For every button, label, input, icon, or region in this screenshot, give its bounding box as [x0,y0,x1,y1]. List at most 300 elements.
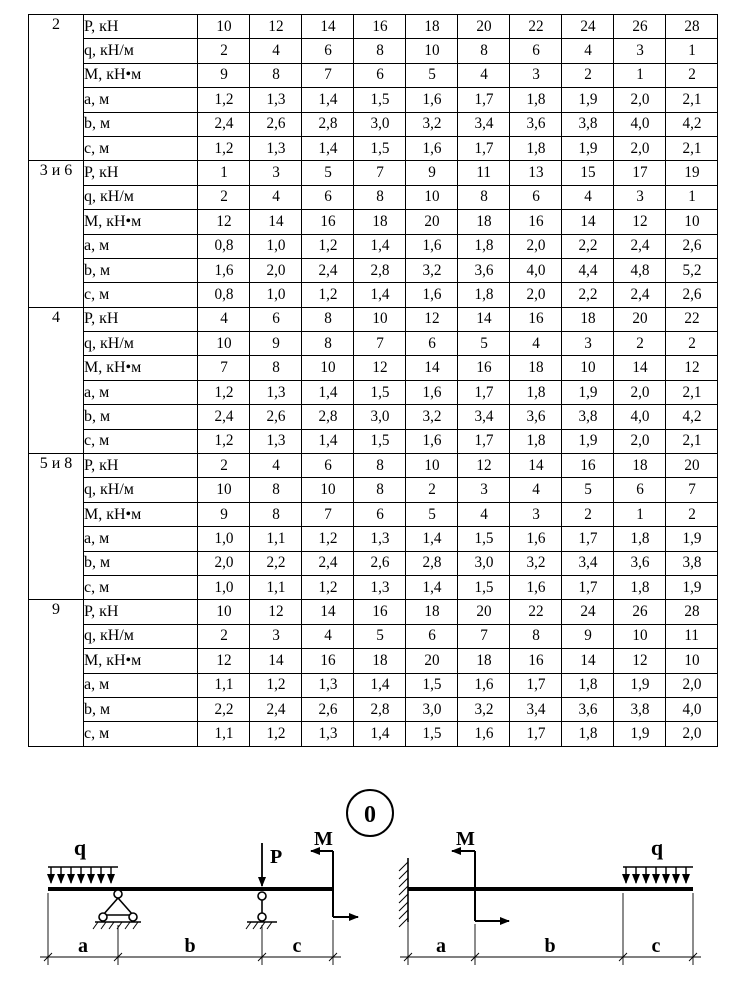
table-cell [302,234,354,258]
table-cell [354,356,406,380]
cell-value: 2,4 [266,700,285,718]
cell-value: 1,7 [474,432,493,450]
cell-value: 2 [687,66,696,84]
cell-value: 0,8 [214,285,233,303]
table-cell [458,307,510,331]
cell-value: 1,0 [266,237,285,255]
cell-value: 1,2 [214,90,233,108]
table-cell [562,258,614,282]
table-cell [302,112,354,136]
table-cell [562,380,614,404]
table-cell [302,600,354,624]
parameter-label: b, м [84,112,198,136]
cell-value: 4 [583,188,592,206]
cell-value: 8 [375,456,384,474]
table-cell [406,15,458,39]
table-cell [458,283,510,307]
cell-value: 12 [423,310,440,328]
table-cell [354,332,406,356]
table-cell [614,258,666,282]
cell-value: 4 [271,42,280,60]
table-cell [666,88,718,112]
table-cell [510,722,562,746]
cell-value: 2,0 [682,725,701,743]
cell-value: 1,8 [526,432,545,450]
cell-value: 11 [684,627,699,645]
cell-value: 1 [687,42,696,60]
table-cell [406,405,458,429]
cell-value: 2,4 [630,285,649,303]
table-cell [510,624,562,648]
table-cell [406,649,458,673]
table-cell [354,307,406,331]
cell-value: 4,0 [630,115,649,133]
table-cell [666,15,718,39]
table-cell [458,405,510,429]
table-cell [510,63,562,87]
table-cell [250,673,302,697]
table-cell [614,332,666,356]
table-cell [666,454,718,478]
table-cell [354,112,406,136]
cell-value: 10 [423,42,440,60]
cell-value: 2,4 [214,407,233,425]
parameter-label: c, м [84,136,198,160]
table-cell [250,112,302,136]
table-cell [406,39,458,63]
cell-value: 9 [219,505,228,523]
table-cell [510,258,562,282]
cell-value: 2,8 [370,261,389,279]
table-cell [562,136,614,160]
cell-value: 2,4 [318,261,337,279]
cell-value: 9 [427,164,436,182]
cell-value: 2,0 [526,285,545,303]
cell-value: 14 [267,651,284,669]
cell-value: 7 [375,164,384,182]
cell-value: 8 [479,188,488,206]
cell-value: 5 [375,627,384,645]
cell-value: 3 [531,66,540,84]
parameter-label: q, кН/м [84,478,198,502]
cell-value: 14 [579,212,596,230]
table-cell [562,405,614,429]
table-cell [510,88,562,112]
cell-value: 1,9 [630,676,649,694]
cell-value: 1,4 [318,383,337,401]
cell-value: 1,6 [422,139,441,157]
cell-value: 2,8 [318,115,337,133]
cell-value: 10 [683,212,700,230]
table-cell [666,697,718,721]
cell-value: 1,9 [578,383,597,401]
right-dim-b: b [544,935,556,957]
cell-value: 22 [527,17,544,35]
table-cell [406,429,458,453]
table-cell [406,527,458,551]
table-cell [510,112,562,136]
table-cell [302,575,354,599]
table-cell [198,283,250,307]
table-cell [510,697,562,721]
table-cell [198,527,250,551]
cell-value: 1,5 [474,578,493,596]
table-cell [562,161,614,185]
parameter-label: M, кН•м [84,649,198,673]
table-cell [666,649,718,673]
cell-value: 1,1 [266,578,285,596]
cell-value: 2,1 [682,90,701,108]
table-cell [302,380,354,404]
table-cell [250,454,302,478]
table-cell [302,527,354,551]
table-cell [562,332,614,356]
parameters-table [28,14,718,747]
parameter-label: P, кН [84,454,198,478]
parameter-label: a, м [84,527,198,551]
cell-value: 1,1 [266,529,285,547]
cell-value: 1,6 [474,725,493,743]
cell-value: 1,3 [318,676,337,694]
table-row [29,429,718,453]
cell-value: 10 [631,627,648,645]
table-cell [458,527,510,551]
cell-value: 8 [375,481,384,499]
cell-value: 0,8 [214,237,233,255]
cell-value: 3 [271,164,280,182]
table-cell [354,161,406,185]
table-cell [198,478,250,502]
cell-value: 2,6 [370,554,389,572]
cell-value: 1,6 [422,285,441,303]
left-dim-c: c [292,935,302,957]
cell-value: 7 [687,481,696,499]
table-cell [666,405,718,429]
table-row [29,307,718,331]
table-cell [666,234,718,258]
cell-value: 1,4 [318,139,337,157]
cell-value: 1,2 [214,139,233,157]
cell-value: 20 [475,603,492,621]
cell-value: 1,9 [682,529,701,547]
cell-value: 2 [687,505,696,523]
cell-value: 16 [475,359,492,377]
table-cell [666,551,718,575]
table-row [29,234,718,258]
table-cell [562,673,614,697]
table-cell [458,185,510,209]
cell-value: 16 [371,603,388,621]
table-cell [302,307,354,331]
cell-value: 1,2 [266,725,285,743]
cell-value: 2,4 [630,237,649,255]
cell-value: 12 [371,359,388,377]
table-cell [302,356,354,380]
table-cell [250,624,302,648]
parameter-label: b, м [84,551,198,575]
variant-group-label: 4 [29,307,84,453]
cell-value: 24 [579,17,596,35]
table-cell [406,283,458,307]
table-cell [406,136,458,160]
cell-value: 4,2 [682,115,701,133]
cell-value: 1,6 [422,432,441,450]
table-cell [198,185,250,209]
table-cell [302,673,354,697]
table-cell [406,697,458,721]
table-row [29,454,718,478]
cell-value: 3,6 [474,261,493,279]
table-cell [666,624,718,648]
table-cell [250,63,302,87]
cell-value: 2,6 [682,237,701,255]
cell-value: 14 [423,359,440,377]
parameter-label: a, м [84,380,198,404]
cell-value: 1 [687,188,696,206]
cell-value: 1,8 [578,725,597,743]
table-cell [250,307,302,331]
table-row [29,478,718,502]
left-p-label: P [270,846,283,868]
parameter-label: a, м [84,673,198,697]
table-cell [614,405,666,429]
cell-value: 4 [531,481,540,499]
cell-value: 4,0 [526,261,545,279]
cell-value: 10 [319,359,336,377]
cell-value: 3,6 [578,700,597,718]
cell-value: 2,1 [682,432,701,450]
table-cell [354,136,406,160]
table-cell [354,234,406,258]
cell-value: 1,8 [630,578,649,596]
cell-value: 14 [319,603,336,621]
table-cell [198,234,250,258]
table-cell [406,332,458,356]
table-cell [354,15,406,39]
table-cell [666,478,718,502]
cell-value: 18 [371,651,388,669]
cell-value: 2,2 [578,237,597,255]
table-cell [562,575,614,599]
cell-value: 5 [323,164,332,182]
cell-value: 4,2 [682,407,701,425]
right-q-label: q [650,835,664,860]
table-cell [510,502,562,526]
parameter-label: M, кН•м [84,210,198,234]
parameter-label: q, кН/м [84,39,198,63]
cell-value: 1 [219,164,228,182]
left-beam-scheme [40,828,358,965]
cell-value: 9 [583,627,592,645]
table-cell [250,697,302,721]
variant-group-label: 9 [29,600,84,746]
cell-value: 1,3 [318,725,337,743]
table-cell [614,15,666,39]
table-cell [666,136,718,160]
table-cell [250,649,302,673]
table-row [29,673,718,697]
cell-value: 2 [219,42,228,60]
cell-value: 1,2 [318,237,337,255]
parameter-label: P, кН [84,307,198,331]
variant-group-label: 5 и 8 [29,454,84,600]
cell-value: 1,7 [578,529,597,547]
table-row [29,380,718,404]
cell-value: 1,3 [266,139,285,157]
cell-value: 2,6 [682,285,701,303]
table-cell [302,88,354,112]
cell-value: 3,8 [682,554,701,572]
table-cell [562,624,614,648]
cell-value: 9 [219,66,228,84]
table-cell [562,234,614,258]
cell-value: 1,6 [474,676,493,694]
cell-value: 2,4 [214,115,233,133]
cell-value: 16 [319,212,336,230]
cell-value: 8 [323,334,332,352]
table-cell [406,502,458,526]
cell-value: 3,4 [526,700,545,718]
cell-value: 6 [635,481,644,499]
cell-value: 6 [323,42,332,60]
parameter-label: M, кН•м [84,356,198,380]
table-cell [510,210,562,234]
table-cell [510,185,562,209]
table-cell [354,624,406,648]
cell-value: 10 [423,456,440,474]
table-cell [666,575,718,599]
cell-value: 10 [423,188,440,206]
table-row [29,649,718,673]
cell-value: 1,1 [214,676,233,694]
cell-value: 3,2 [526,554,545,572]
cell-value: 2 [583,505,592,523]
cell-value: 1,2 [266,676,285,694]
cell-value: 7 [323,66,332,84]
table-cell [562,551,614,575]
cell-value: 3,0 [370,407,389,425]
table-cell [614,478,666,502]
table-cell [458,63,510,87]
cell-value: 1,7 [474,90,493,108]
table-cell [354,210,406,234]
cell-value: 8 [531,627,540,645]
cell-value: 20 [683,456,700,474]
cell-value: 14 [579,651,596,669]
cell-value: 4,0 [682,700,701,718]
table-row [29,332,718,356]
cell-value: 8 [271,505,280,523]
table-row [29,39,718,63]
table-cell [302,649,354,673]
table-cell [614,356,666,380]
cell-value: 20 [423,651,440,669]
table-cell [458,39,510,63]
cell-value: 16 [319,651,336,669]
table-cell [354,380,406,404]
table-cell [510,283,562,307]
table-cell [614,697,666,721]
table-cell [614,136,666,160]
cell-value: 2,2 [266,554,285,572]
left-dim-b: b [184,935,196,957]
table-cell [250,332,302,356]
cell-value: 12 [215,651,232,669]
table-cell [458,88,510,112]
cell-value: 1,0 [266,285,285,303]
table-cell [354,697,406,721]
table-cell [666,185,718,209]
table-cell [354,551,406,575]
table-cell [198,307,250,331]
table-row [29,697,718,721]
table-cell [458,112,510,136]
cell-value: 1,9 [578,432,597,450]
table-row [29,575,718,599]
cell-value: 4 [219,310,228,328]
cell-value: 4,8 [630,261,649,279]
table-cell [198,600,250,624]
cell-value: 1,0 [214,578,233,596]
table-cell [302,624,354,648]
table-cell [250,356,302,380]
cell-value: 3,8 [578,407,597,425]
table-cell [302,454,354,478]
cell-value: 1,9 [578,90,597,108]
cell-value: 15 [579,164,596,182]
right-distributed-load [623,835,693,883]
parameter-label: b, м [84,258,198,282]
cell-value: 5 [583,481,592,499]
table-cell [614,185,666,209]
table-cell [458,722,510,746]
table-row [29,283,718,307]
table-cell [406,161,458,185]
cell-value: 3 [531,505,540,523]
table-cell [458,502,510,526]
cell-value: 2,8 [370,700,389,718]
table-cell [406,234,458,258]
cell-value: 14 [267,212,284,230]
cell-value: 12 [215,212,232,230]
table-cell [666,673,718,697]
cell-value: 3,2 [474,700,493,718]
cell-value: 18 [371,212,388,230]
table-cell [406,63,458,87]
cell-value: 12 [631,212,648,230]
table-cell [354,258,406,282]
cell-value: 3 [479,481,488,499]
table-cell [198,88,250,112]
table-cell [458,234,510,258]
cell-value: 1,7 [526,725,545,743]
table-cell [302,502,354,526]
table-cell [354,502,406,526]
cell-value: 7 [479,627,488,645]
table-row [29,185,718,209]
parameter-label: q, кН/м [84,185,198,209]
table-cell [406,210,458,234]
cell-value: 12 [475,456,492,474]
cell-value: 1,6 [526,529,545,547]
table-cell [250,429,302,453]
table-cell [354,454,406,478]
cell-value: 1,3 [266,432,285,450]
table-cell [354,88,406,112]
table-cell [458,649,510,673]
cell-value: 10 [319,481,336,499]
table-cell [302,722,354,746]
